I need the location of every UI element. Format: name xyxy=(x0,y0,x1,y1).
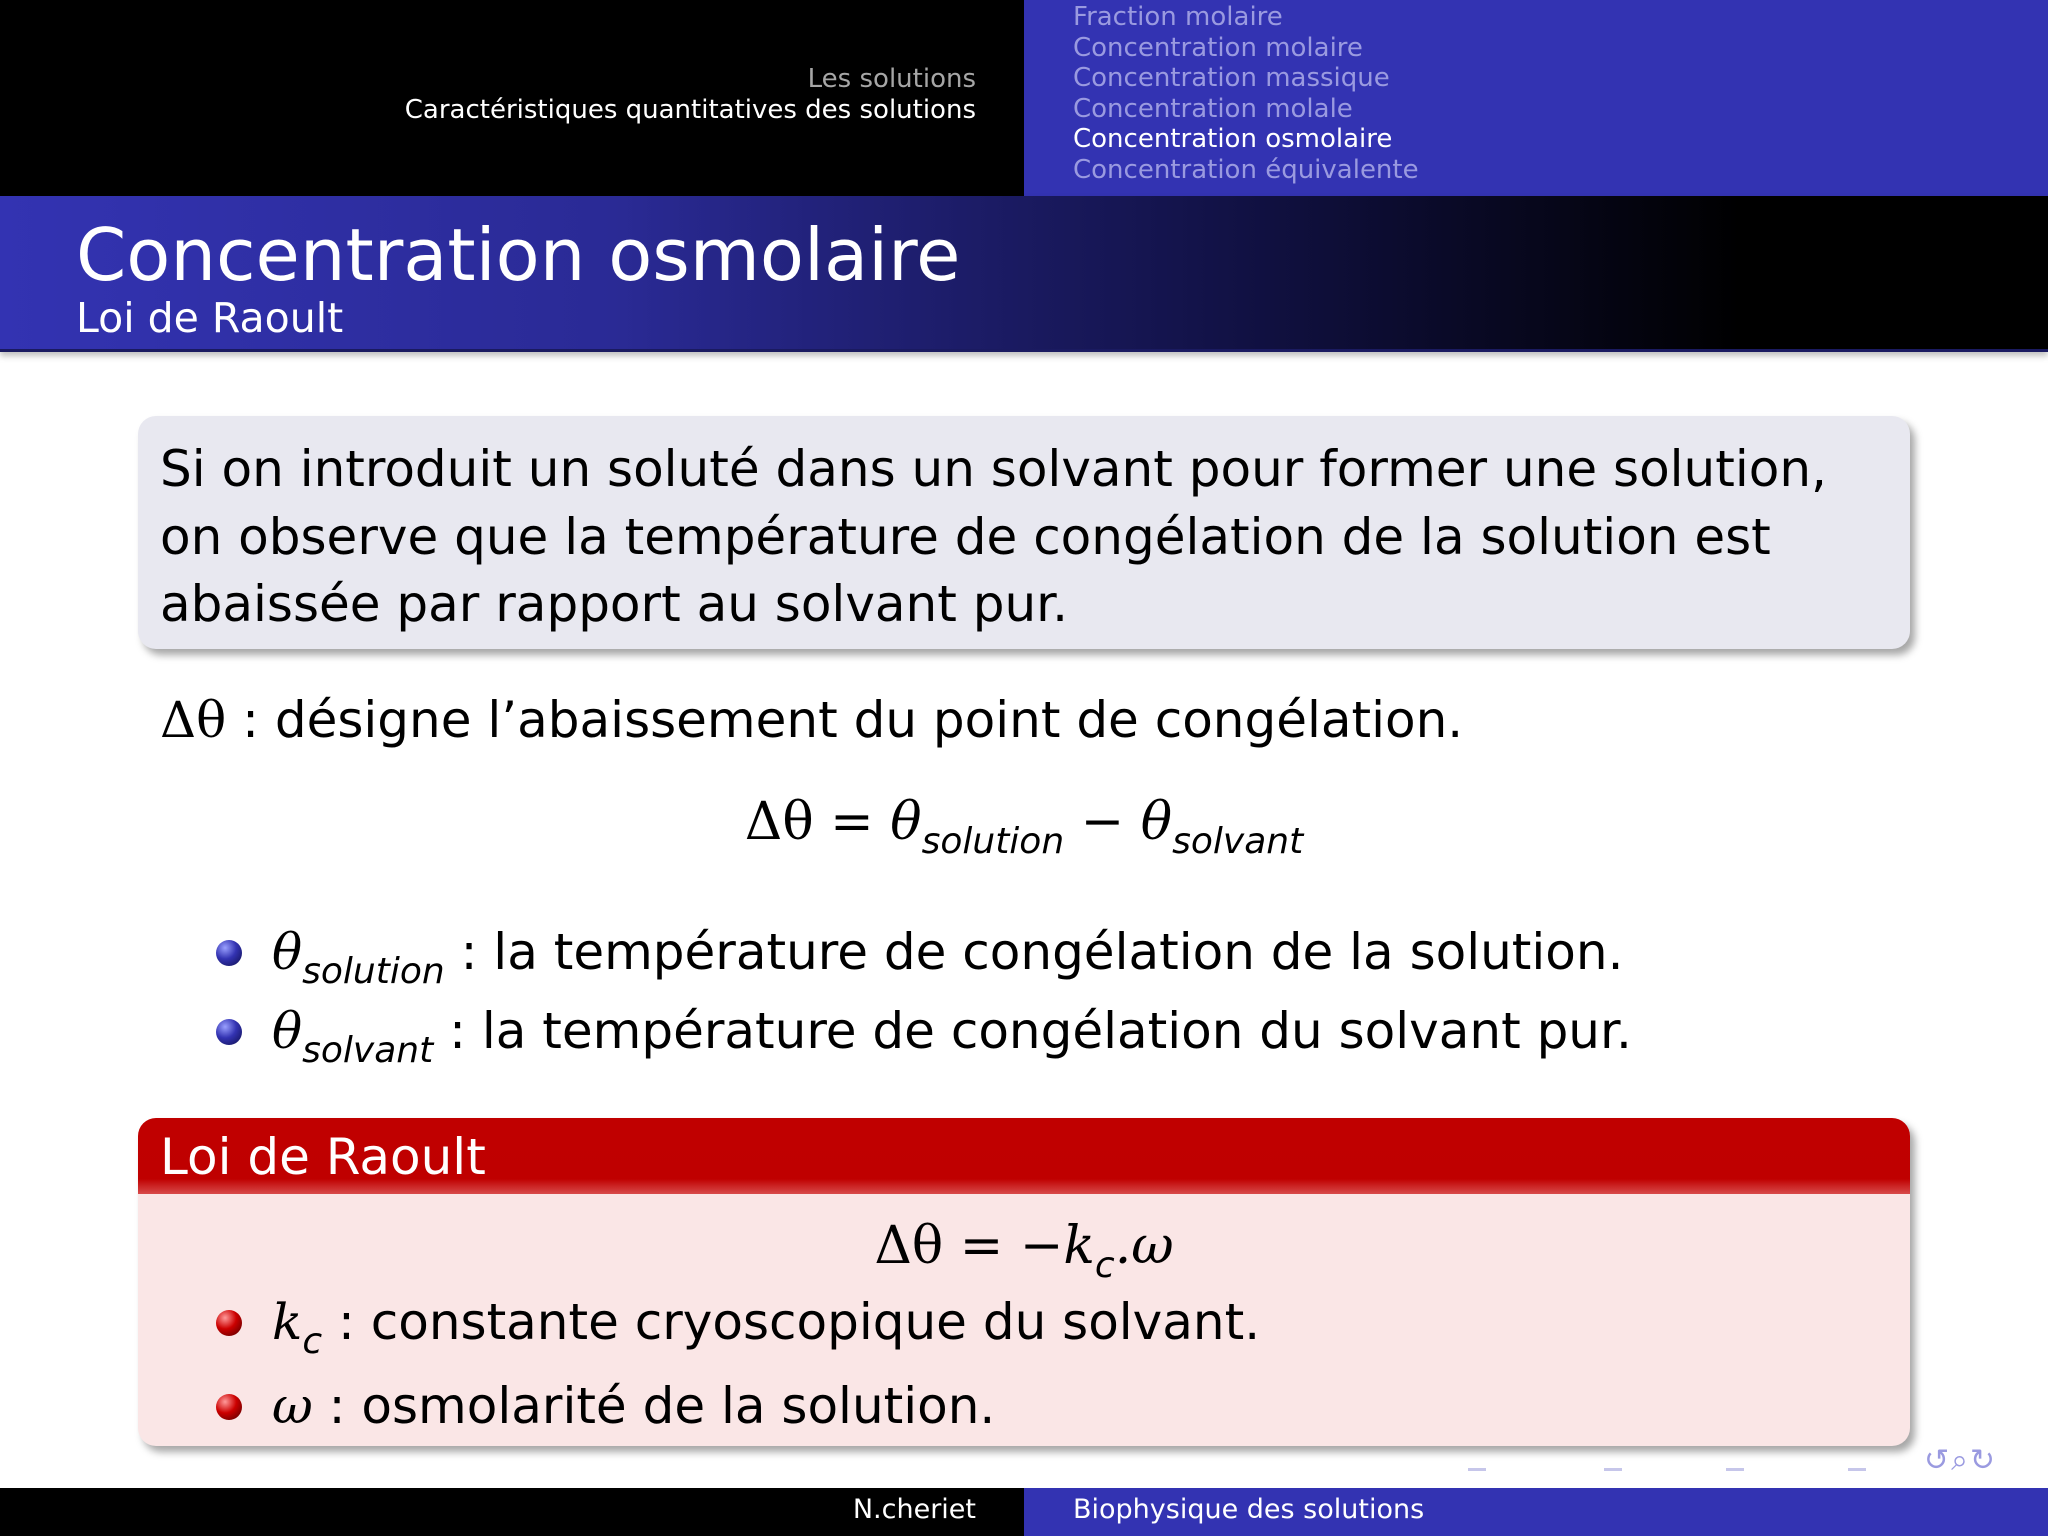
footer-title: Biophysique des solutions xyxy=(1073,1494,1425,1525)
header-section-panel xyxy=(0,0,1024,196)
delta-symbol: Δθ xyxy=(160,691,227,749)
raoult-equation-lhs: Δθ xyxy=(874,1216,944,1276)
frame-subtitle: Loi de Raoult xyxy=(76,294,344,342)
nav-frame-icon[interactable] xyxy=(1468,1468,1486,1471)
equation-lhs: Δθ xyxy=(744,792,814,852)
subsection-title[interactable]: Caractéristiques quantitatives des solutions xyxy=(404,95,976,125)
raoult-symbol: k xyxy=(272,1293,303,1351)
raoult-subscript: c xyxy=(302,1321,323,1362)
raoult-equation-omega: .ω xyxy=(1114,1216,1174,1276)
footer-author-panel xyxy=(0,1488,1024,1536)
toc-item-concentration-molale[interactable]: Concentration molale xyxy=(1073,93,1353,124)
toc-item-concentration-massique[interactable]: Concentration massique xyxy=(1073,63,1390,94)
raoult-block-header xyxy=(138,1118,1910,1194)
definition-description: : la température de congélation du solvant pur. xyxy=(433,1002,1632,1060)
toc-list xyxy=(1073,2,1419,186)
equation-sub-solvant: solvant xyxy=(1172,821,1304,862)
raoult-equation xyxy=(138,1216,1910,1286)
definition-subscript: solvant xyxy=(302,1030,434,1071)
nav-search-icon[interactable]: ↺⌕↻ xyxy=(1924,1443,1998,1478)
footer-author: N.cheriet xyxy=(852,1494,976,1525)
bullet-icon xyxy=(216,1019,242,1045)
header-toc-panel xyxy=(1024,0,2048,196)
footer-title-panel xyxy=(1024,1488,2048,1536)
raoult-equation-k: k xyxy=(1063,1216,1095,1276)
raoult-definition-text xyxy=(272,1290,1260,1360)
definition-description: : la température de congélation de la solution. xyxy=(444,923,1624,981)
raoult-description: : constante cryoscopique du solvant. xyxy=(322,1293,1261,1351)
frame-title: Concentration osmolaire xyxy=(76,213,961,297)
equation-equals: = xyxy=(813,792,891,852)
raoult-block-title: Loi de Raoult xyxy=(160,1128,486,1186)
section-title[interactable]: Les solutions xyxy=(807,64,976,94)
definition-subscript: solution xyxy=(302,951,445,992)
definition-symbol: θ xyxy=(272,1002,303,1060)
intro-box xyxy=(138,416,1910,649)
raoult-definition-text xyxy=(272,1374,995,1444)
frame-title-bar xyxy=(0,196,2048,352)
definition-symbol: θ xyxy=(272,923,303,981)
bullet-icon xyxy=(216,1310,242,1336)
raoult-equation-equals: = − xyxy=(943,1216,1064,1276)
raoult-description: : osmolarité de la solution. xyxy=(312,1377,996,1435)
raoult-law-block xyxy=(138,1118,1910,1446)
nav-section-icon[interactable] xyxy=(1726,1468,1744,1471)
section-breadcrumb xyxy=(405,64,976,126)
nav-subsection-icon[interactable] xyxy=(1604,1468,1622,1471)
definition-text xyxy=(272,999,1632,1069)
toc-item-fraction-molaire[interactable]: Fraction molaire xyxy=(1073,2,1283,32)
slide-header xyxy=(0,0,2048,196)
toc-item-concentration-molaire[interactable]: Concentration molaire xyxy=(1073,32,1363,63)
bullet-icon xyxy=(216,1394,242,1420)
bullet-icon xyxy=(216,940,242,966)
equation-theta-solvant: θ xyxy=(1140,792,1173,852)
toc-item-concentration-equivalente[interactable]: Concentration équivalente xyxy=(1073,154,1419,185)
freezing-point-equation xyxy=(0,792,2048,862)
toc-item-concentration-osmolaire[interactable]: Concentration osmolaire xyxy=(1073,124,1393,155)
raoult-equation-k-sub: c xyxy=(1094,1245,1115,1286)
definition-text xyxy=(272,920,1623,990)
delta-definition-text: : désigne l’abaissement du point de congélation. xyxy=(226,691,1464,749)
equation-minus: − xyxy=(1064,792,1141,852)
raoult-symbol: ω xyxy=(272,1377,313,1435)
equation-sub-solution: solution xyxy=(921,821,1065,862)
equation-theta-solution: θ xyxy=(890,792,922,852)
intro-text: Si on introduit un soluté dans un solvant pour former une solution, on observe que la température de congélation de la solution est abaissée par rapport au solvant pur. xyxy=(160,440,1827,633)
nav-document-icon[interactable] xyxy=(1848,1468,1866,1471)
delta-definition xyxy=(160,688,1463,752)
